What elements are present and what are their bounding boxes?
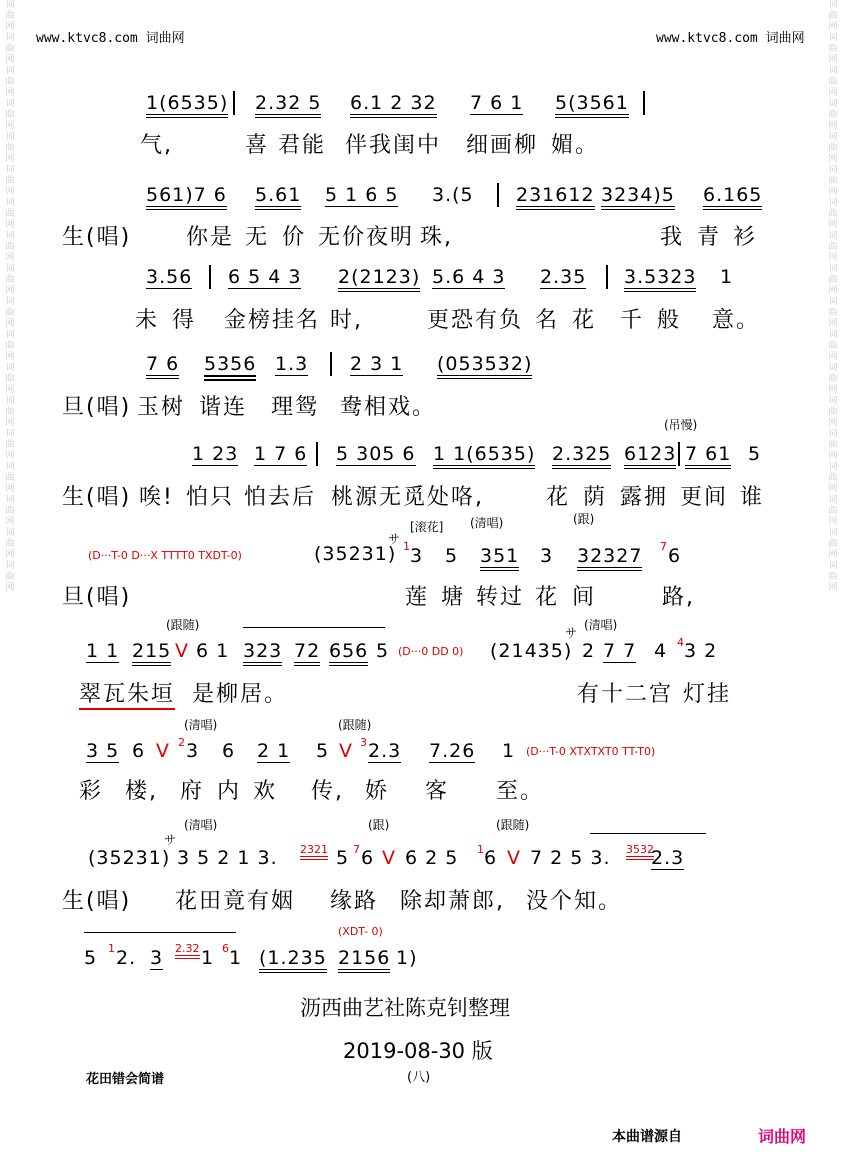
grace-note: 3 bbox=[360, 736, 367, 749]
note-group: 6 1 bbox=[196, 640, 230, 662]
brand-link[interactable]: 词曲网 bbox=[758, 1127, 807, 1146]
lyric: 花 bbox=[535, 585, 560, 610]
percussion-notation: (D···0 DD 0) bbox=[398, 645, 464, 658]
note-group: 5 bbox=[445, 545, 459, 567]
lyric: 有十二宫 bbox=[577, 682, 674, 707]
lyric: 谐连 bbox=[199, 395, 248, 420]
note-group: 1 1(6535) bbox=[433, 443, 535, 469]
lyric: 彩 bbox=[79, 779, 104, 804]
lyric: 转过 bbox=[476, 585, 525, 610]
note-group: 6123 bbox=[624, 443, 676, 469]
note-group: 5 bbox=[84, 947, 98, 969]
note-group: 5356 bbox=[204, 353, 256, 381]
breath-mark: V bbox=[339, 740, 353, 762]
lyric: 时, bbox=[330, 308, 363, 333]
note-group: 7.26 bbox=[429, 740, 476, 762]
lyric: 珠, bbox=[420, 225, 453, 250]
grace-note: 7 bbox=[660, 540, 667, 553]
lyric: 至。 bbox=[496, 779, 545, 804]
bar-line bbox=[330, 352, 332, 376]
lyric: 般 bbox=[657, 308, 682, 333]
style-mark-qingchang: (清唱) bbox=[470, 516, 504, 530]
lyric: 间 bbox=[572, 585, 597, 610]
prelude: (35231) bbox=[314, 543, 397, 565]
lyric: 谁 bbox=[740, 485, 765, 510]
lyric: 伴我闺中 bbox=[345, 133, 442, 158]
note-group: 6 bbox=[668, 545, 682, 567]
style-mark-gensui: (跟随) bbox=[166, 618, 200, 632]
lyric: 鸯相戏。 bbox=[340, 395, 437, 420]
note-group: 5 bbox=[748, 443, 762, 465]
note-group: 3234)5 bbox=[601, 184, 675, 210]
lyric: 花田竟有姻 bbox=[175, 889, 296, 914]
note-group: 6 bbox=[361, 847, 375, 869]
note-group: 1 7 6 bbox=[254, 443, 308, 465]
lyric: 传, bbox=[311, 779, 344, 804]
breath-mark: V bbox=[507, 847, 521, 869]
lyric: 无 bbox=[245, 225, 270, 250]
note-group: 72 bbox=[294, 640, 320, 666]
note-group: (1.235 bbox=[259, 947, 327, 973]
lyric: 价 bbox=[282, 225, 307, 250]
note-group: 2.35 bbox=[540, 266, 587, 288]
style-mark-qingchang: (清唱) bbox=[184, 718, 218, 732]
style-mark-qingchang: (清唱) bbox=[584, 618, 618, 632]
lyric: 塘 bbox=[441, 585, 466, 610]
note-group: 2 bbox=[582, 640, 596, 662]
lyric: 喜 君能 bbox=[245, 133, 326, 158]
note-group: 561)7 6 bbox=[146, 184, 227, 210]
note-group: 3.56 bbox=[146, 266, 193, 288]
lyric: 是柳居。 bbox=[192, 682, 289, 707]
lyric: 露拥 bbox=[620, 485, 669, 510]
role-label: 旦(唱) bbox=[62, 585, 132, 610]
lyric: 怕只 bbox=[186, 485, 235, 510]
lyric: 名 bbox=[535, 308, 560, 333]
lyric: 金榜挂名 bbox=[224, 308, 321, 333]
note-group: 2.32 5 bbox=[255, 92, 321, 118]
site-url-left[interactable]: www.ktvc8.com 词曲网 bbox=[36, 31, 185, 46]
lyric: 媚。 bbox=[551, 133, 600, 158]
note-group: 5(3561 bbox=[555, 92, 629, 118]
note-group: 5 bbox=[316, 740, 330, 762]
grace-note: 2321 bbox=[300, 843, 328, 860]
tempo-mark: (吊慢) bbox=[664, 418, 698, 432]
bar-line bbox=[643, 91, 645, 115]
lyric: 没个知。 bbox=[526, 889, 623, 914]
lyric: 意。 bbox=[712, 308, 761, 333]
arranger-credit: 沥西曲艺社陈克钊整理 bbox=[300, 996, 510, 1020]
note-group: 2.3 bbox=[368, 740, 402, 762]
lyric: 更间 bbox=[680, 485, 729, 510]
note-group: 7 6 1 bbox=[470, 92, 524, 114]
lyric: 衫 bbox=[733, 225, 758, 250]
note-group: 5.6 4 3 bbox=[432, 266, 506, 288]
percussion-notation: (D···T-0 XTXTXT0 TT-T0) bbox=[526, 745, 656, 758]
role-label: 旦(唱) bbox=[62, 395, 132, 420]
grace-note: 1 bbox=[477, 843, 484, 856]
note-group: 5 bbox=[336, 847, 350, 869]
note-group: 323 bbox=[243, 640, 282, 666]
grace-note: 2.32 bbox=[175, 942, 200, 959]
prelude: (35231) bbox=[88, 847, 171, 869]
note-group: 3 bbox=[186, 740, 200, 762]
bar-line bbox=[233, 91, 235, 115]
prelude: (21435) bbox=[490, 640, 573, 662]
percussion-notation: (XDT- 0) bbox=[338, 925, 383, 938]
note-group: 3 bbox=[150, 947, 164, 969]
lyric: 府 bbox=[180, 779, 205, 804]
grace-note: 7 bbox=[353, 843, 360, 856]
style-mark-gen: (跟) bbox=[368, 818, 390, 832]
lyric: 客 bbox=[425, 779, 450, 804]
lyric: 气, bbox=[140, 133, 173, 158]
note-group: 4 bbox=[654, 640, 668, 662]
note-group: 231612 bbox=[516, 184, 595, 210]
note-group: 6 2 5 bbox=[405, 847, 459, 869]
lyric: 青 bbox=[697, 225, 722, 250]
lyric: 你是 bbox=[186, 225, 235, 250]
bar-line bbox=[497, 183, 499, 207]
lyric: 花 bbox=[546, 485, 571, 510]
note-group: 7 61 bbox=[685, 443, 731, 469]
note-group: 2(2123) bbox=[338, 266, 420, 292]
note-group: 3 bbox=[410, 545, 424, 567]
breath-mark: V bbox=[382, 847, 396, 869]
note-group: 3.(5 bbox=[432, 184, 474, 206]
note-group: 1(6535) bbox=[146, 92, 228, 118]
song-title: 花田错会简谱 bbox=[86, 1072, 165, 1087]
percussion-notation: (D···T-0 D···X TTTT0 TXDT-0) bbox=[88, 549, 242, 562]
lyric: 我 bbox=[660, 225, 685, 250]
grace-note: 2 bbox=[178, 736, 185, 749]
style-mark-gunhua: [滚花] bbox=[410, 520, 444, 534]
style-mark-gen: (跟) bbox=[573, 512, 595, 526]
note-group: 6 bbox=[484, 847, 498, 869]
lyric: 楼, bbox=[125, 779, 158, 804]
lyric: 桃源无觅处咯, bbox=[331, 485, 484, 510]
site-url-right[interactable]: www.ktvc8.com 词曲网 bbox=[656, 31, 805, 46]
note-group: 7 6 bbox=[146, 353, 179, 379]
note-group: 3.5323 bbox=[624, 266, 696, 292]
style-mark-gensui: (跟随) bbox=[338, 718, 372, 732]
lyric: 莲 bbox=[405, 585, 430, 610]
bar-line bbox=[678, 442, 680, 466]
lyric: 怕去后 bbox=[244, 485, 317, 510]
lyric: 玉树 bbox=[137, 395, 186, 420]
free-rhythm-mark: サ bbox=[164, 833, 177, 847]
note-group: 7 2 5 3. bbox=[530, 847, 611, 869]
note-group: (053532) bbox=[437, 353, 532, 379]
note-group: 32327 bbox=[577, 545, 642, 571]
note-group: 3 5 bbox=[86, 740, 120, 762]
source-label: 本曲谱源自 bbox=[612, 1129, 682, 1145]
grace-note: 1 bbox=[108, 942, 115, 955]
note-group: 1) bbox=[396, 947, 418, 969]
grace-note: 6 bbox=[222, 942, 229, 955]
lyric: 理鸳 bbox=[271, 395, 320, 420]
note-group: 2 3 1 bbox=[350, 353, 404, 375]
lyric: 得 bbox=[172, 308, 197, 333]
note-group: 2 1 bbox=[257, 740, 291, 762]
note-group: 3 2 bbox=[684, 640, 718, 662]
lyric: 路, bbox=[662, 585, 695, 610]
breath-mark: V bbox=[156, 740, 170, 762]
role-label: 生(唱) bbox=[62, 225, 132, 250]
note-group: 2156 bbox=[338, 947, 390, 973]
grace-note: 4 bbox=[677, 636, 684, 649]
note-group: 6 5 4 3 bbox=[228, 266, 302, 288]
breath-mark: V bbox=[175, 640, 189, 662]
lyric: 灯挂 bbox=[683, 682, 732, 707]
note-group: 6.1 2 32 bbox=[350, 92, 437, 118]
lyric: 欢 bbox=[253, 779, 278, 804]
lyric: 娇 bbox=[365, 779, 390, 804]
grace-note: 3532 bbox=[626, 843, 654, 860]
lyric: 缘路 bbox=[330, 889, 379, 914]
bar-line bbox=[209, 265, 211, 289]
note-group: 1 23 bbox=[192, 443, 239, 465]
bar-line bbox=[316, 442, 318, 466]
style-mark-gensui: (跟随) bbox=[496, 818, 530, 832]
note-group: 351 bbox=[480, 545, 519, 571]
lyric: 千 bbox=[620, 308, 645, 333]
note-group: 1 bbox=[720, 266, 734, 288]
lyric: 唉! bbox=[139, 485, 174, 510]
version-date: 2019-08-30 版 bbox=[343, 1039, 493, 1063]
note-group: 1 bbox=[502, 740, 516, 762]
bar-line bbox=[606, 265, 608, 289]
lyric: 无价夜明 bbox=[318, 225, 415, 250]
style-mark-qingchang: (清唱) bbox=[184, 818, 218, 832]
lyric: 更恐有负 bbox=[427, 308, 524, 333]
note-group: 215 bbox=[132, 640, 171, 666]
note-group: 7 7 bbox=[603, 640, 637, 662]
note-group: 656 bbox=[329, 640, 368, 666]
note-group: 6 bbox=[222, 740, 236, 762]
note-group: 3 bbox=[540, 545, 554, 567]
lyric: 内 bbox=[217, 779, 242, 804]
note-group: 2. bbox=[116, 947, 137, 969]
free-rhythm-mark: サ bbox=[565, 626, 578, 640]
note-group: 2.3 bbox=[651, 847, 685, 869]
lyric: 细画柳 bbox=[466, 133, 539, 158]
free-rhythm-mark: サ bbox=[388, 532, 401, 546]
note-group: 5.61 bbox=[255, 184, 301, 210]
note-group: 6.165 bbox=[703, 184, 762, 210]
note-group: 5 1 6 5 bbox=[325, 184, 399, 206]
side-watermark-left: 词曲网词曲网词曲网词曲网词曲网词曲网词曲网词曲网词曲网词曲网词曲网词曲网词曲网词曲网词曲网词曲网词曲网词曲网 bbox=[5, 0, 15, 593]
grace-note: 1 bbox=[403, 540, 410, 553]
lyric: 除却萧郎, bbox=[400, 889, 505, 914]
note-group: 5 bbox=[376, 640, 390, 662]
lyric-highlighted: 翠瓦朱垣 bbox=[79, 677, 175, 710]
note-group: 6 bbox=[132, 740, 146, 762]
note-group: 2.325 bbox=[552, 443, 611, 469]
note-group: 5 305 6 bbox=[336, 443, 416, 465]
lyric: 花 bbox=[572, 308, 597, 333]
role-label: 生(唱) bbox=[62, 485, 132, 510]
lyric: 荫 bbox=[583, 485, 608, 510]
note-group: 3 5 2 1 3. bbox=[177, 847, 278, 869]
note-group: 1 bbox=[201, 947, 215, 969]
note-group: 1.3 bbox=[275, 353, 309, 375]
page-number: (八) bbox=[407, 1070, 431, 1085]
side-watermark-right: 词曲网词曲网词曲网词曲网词曲网词曲网词曲网词曲网词曲网词曲网词曲网词曲网词曲网词曲网词曲网词曲网词曲网词曲网 bbox=[828, 0, 838, 593]
role-label: 生(唱) bbox=[62, 889, 132, 914]
note-group: 1 1 bbox=[86, 640, 120, 662]
note-group: 1 bbox=[229, 947, 243, 969]
lyric: 未 bbox=[135, 308, 160, 333]
